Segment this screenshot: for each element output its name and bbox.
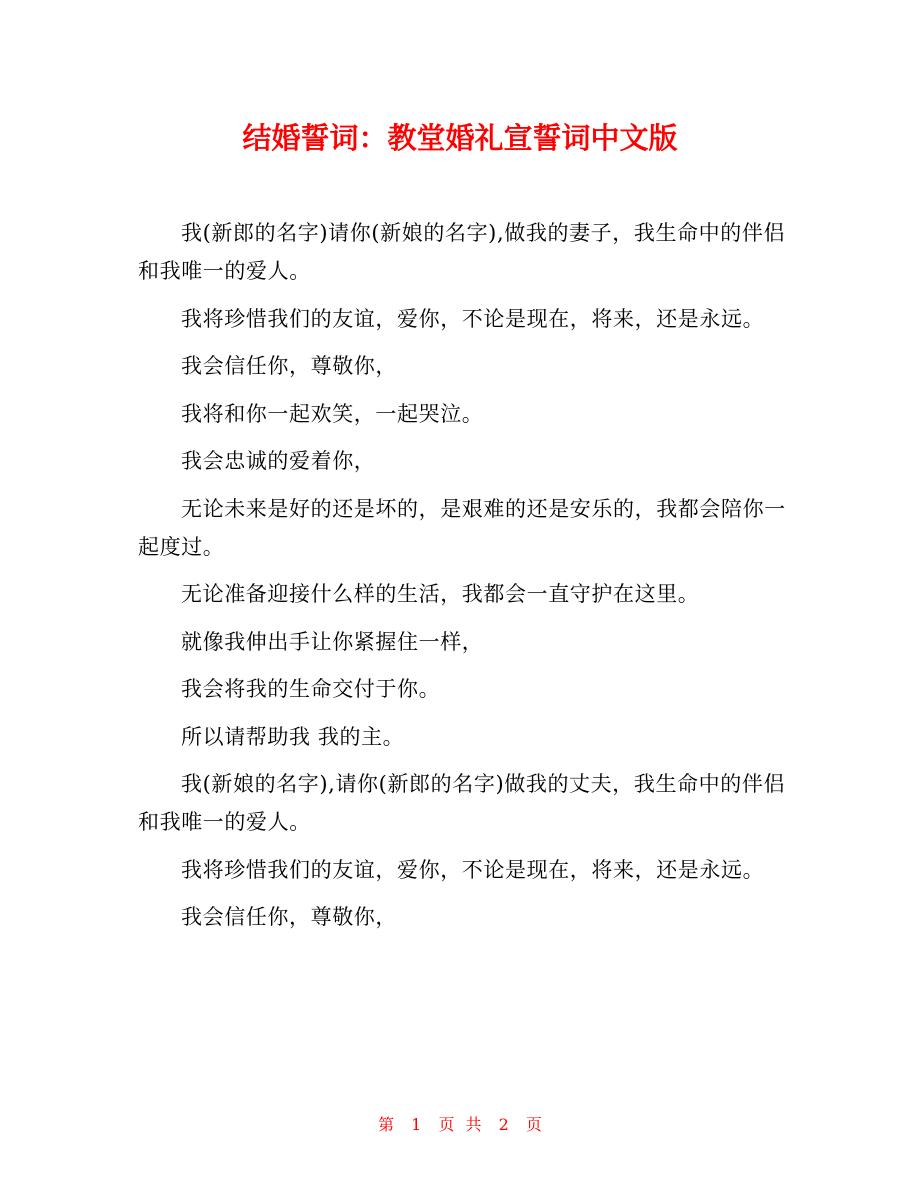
paragraph: 我将和你一起欢笑，一起哭泣。 xyxy=(181,401,484,426)
page-label-prefix: 第 xyxy=(378,1115,395,1134)
page-footer xyxy=(0,1113,920,1137)
paragraph: 所以请帮助我 我的主。 xyxy=(181,724,405,749)
paragraph: 我会将我的生命交付于你。 xyxy=(181,677,441,701)
paragraph: 我会信任你，尊敬你， xyxy=(181,354,397,378)
paragraph: 我会信任你，尊敬你， xyxy=(181,905,397,929)
paragraph: 我(新娘的名字),请你(新郎的名字)做我的丈夫，我生命中的伴侣和我唯一的爱人。 xyxy=(138,772,786,834)
current-page-number: 1 xyxy=(411,1115,422,1134)
paragraph: 我将珍惜我们的友谊，爱你，不论是现在，将来，还是永远。 xyxy=(181,306,765,331)
paragraph: 我将珍惜我们的友谊，爱你，不论是现在，将来，还是永远。 xyxy=(181,857,765,882)
paragraph: 无论未来是好的还是坏的，是艰难的还是安乐的，我都会陪你一起度过。 xyxy=(138,496,786,559)
page-label-mid: 页 共 xyxy=(438,1115,482,1134)
paragraph: 就像我伸出手让你紧握住一样， xyxy=(181,629,484,654)
page-label-suffix: 页 xyxy=(525,1115,542,1134)
paragraph: 我会忠诚的爱着你， xyxy=(181,449,376,473)
paragraph: 无论准备迎接什么样的生活，我都会一直守护在这里。 xyxy=(181,582,700,606)
total-pages-number: 2 xyxy=(498,1115,509,1134)
paragraph: 我(新郎的名字)请你(新娘的名字),做我的妻子，我生命中的伴侣和我唯一的爱人。 xyxy=(138,221,786,283)
document-title: 结婚誓词：教堂婚礼宣誓词中文版 xyxy=(242,121,678,155)
document-body xyxy=(138,214,786,946)
